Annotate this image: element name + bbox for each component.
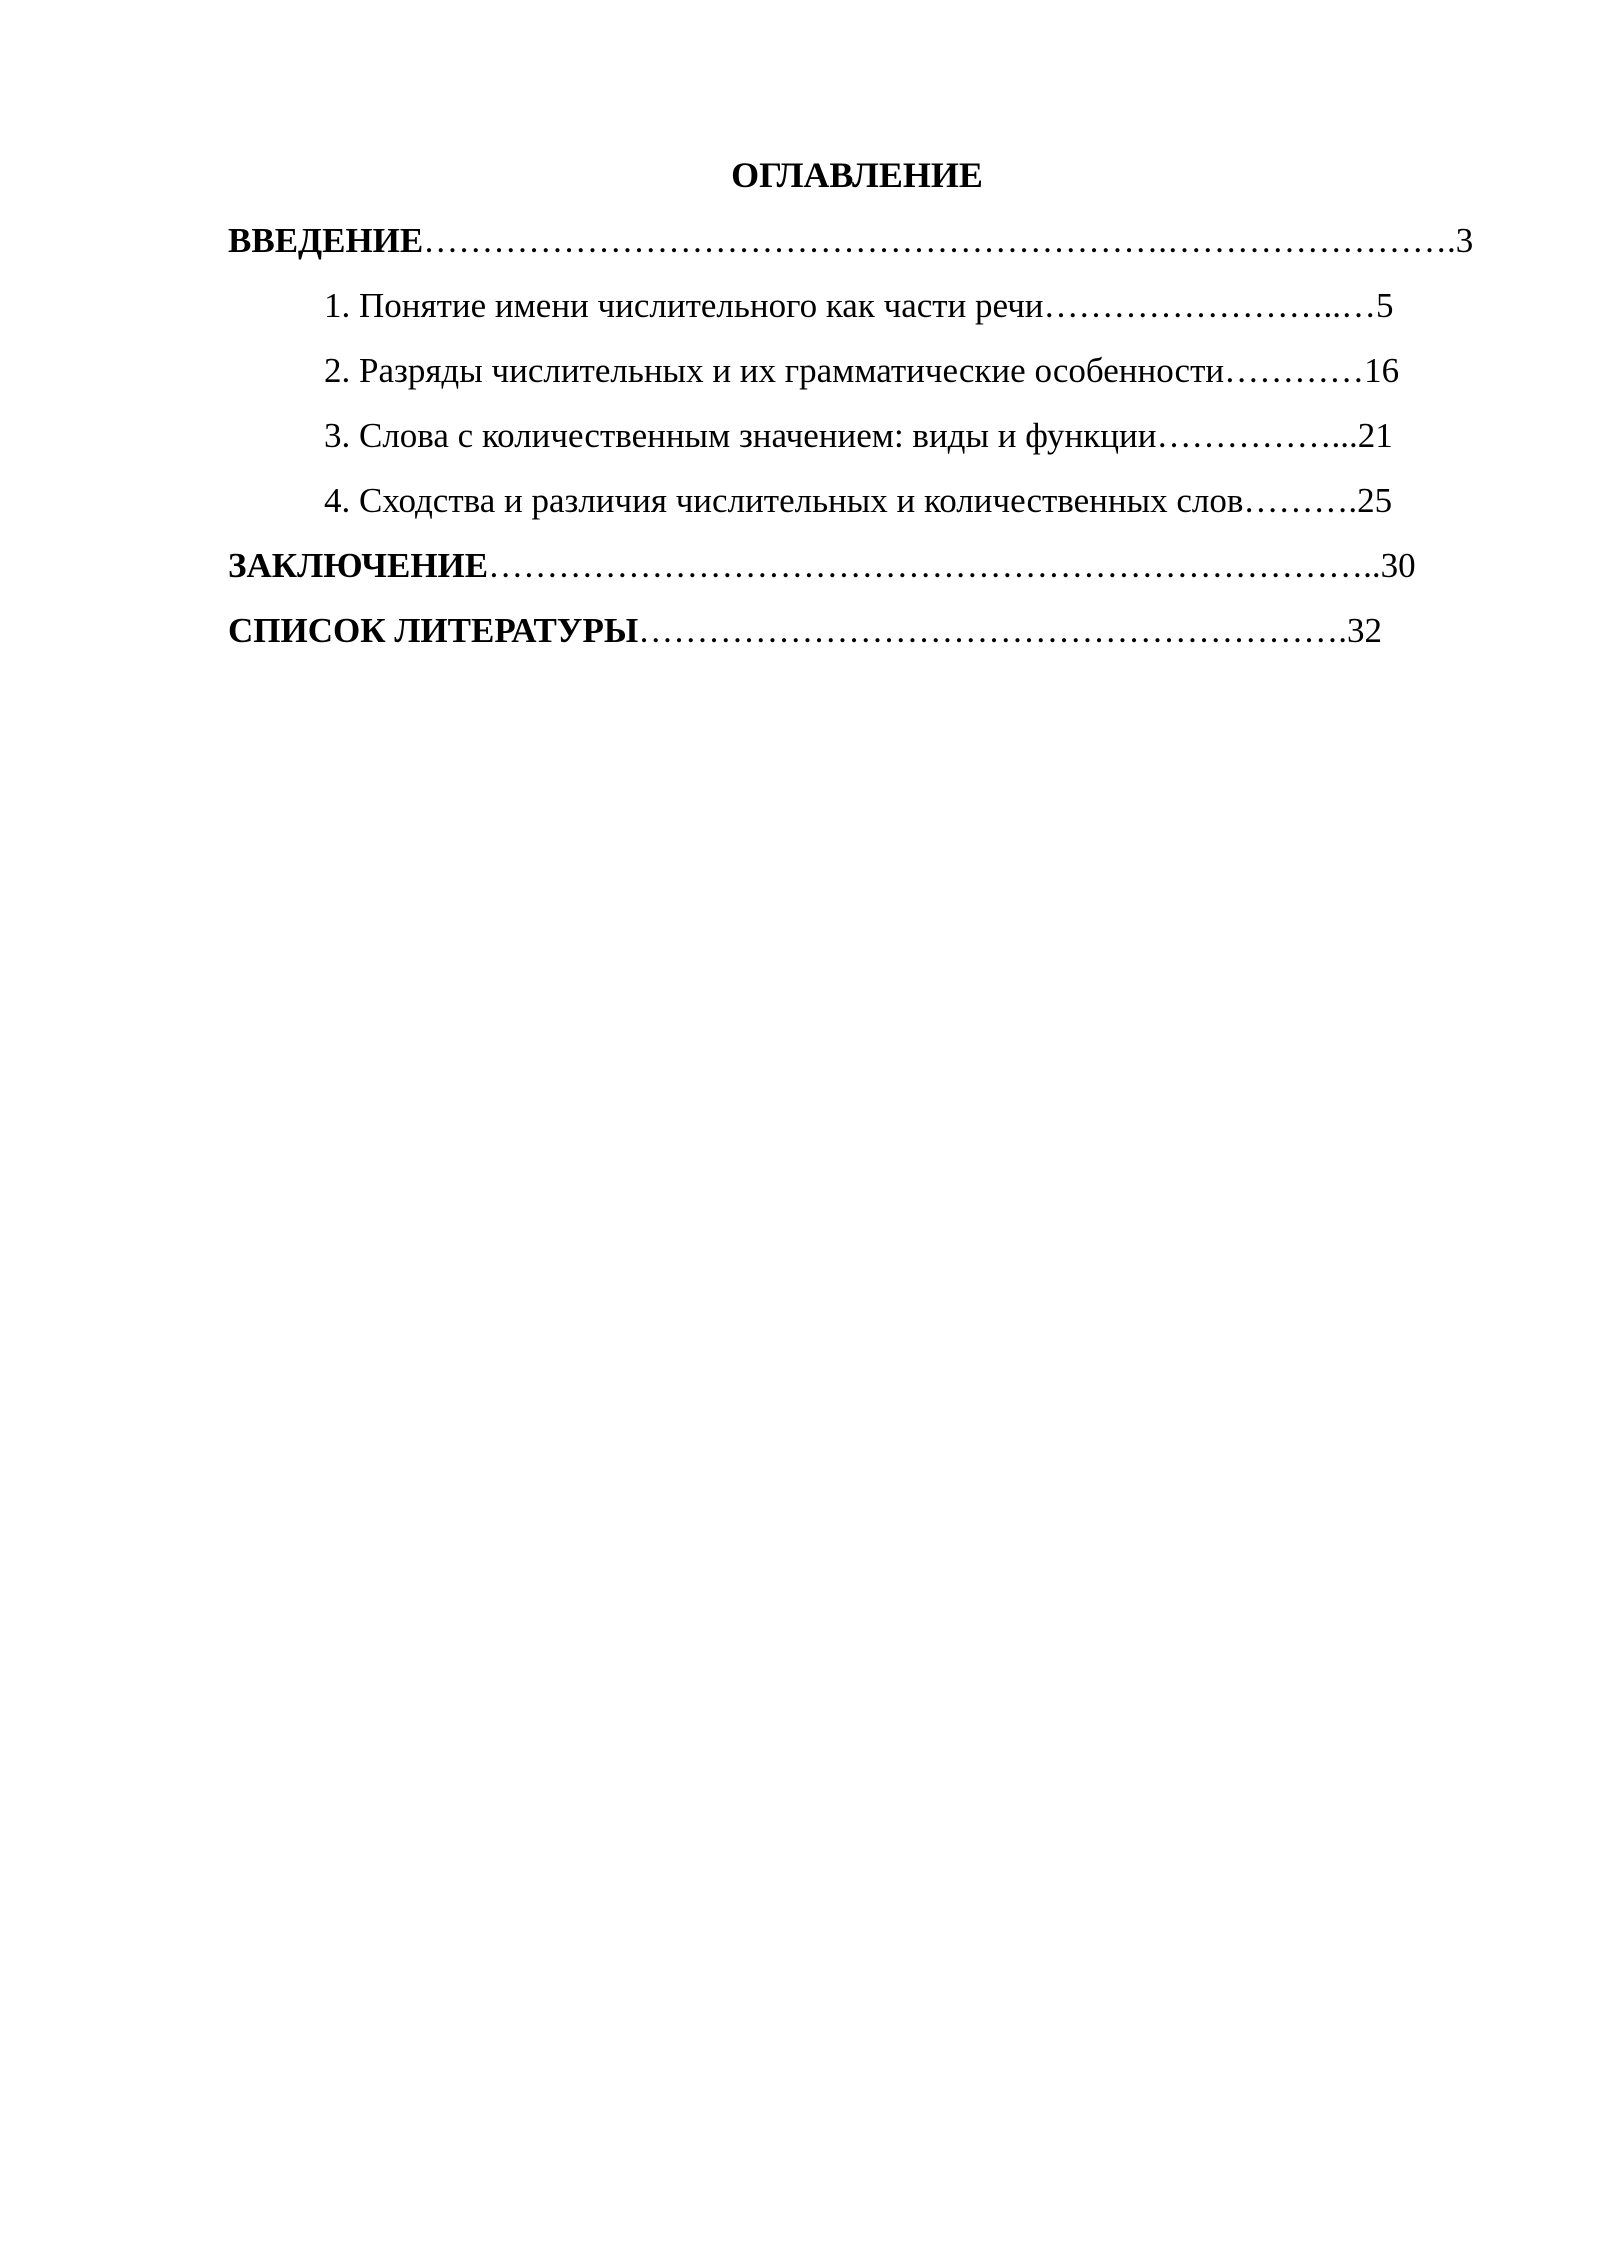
toc-entry-conclusion	[228, 543, 1416, 589]
toc-entry-leader: ……….	[1243, 481, 1358, 520]
toc-entry-leader: …………………………………………………….	[638, 611, 1347, 650]
toc-entry-leader: ……………………………………………………….…………………….	[423, 221, 1456, 260]
toc-entry-chapter-2	[324, 348, 1399, 394]
toc-entry-chapter-1	[324, 283, 1394, 329]
toc-entry-label: ЗАКЛЮЧЕНИЕ	[228, 546, 489, 585]
toc-entry-page: 5	[1376, 286, 1394, 325]
toc-entry-chapter-4	[324, 478, 1392, 524]
toc-entry-page: 32	[1346, 611, 1382, 650]
toc-entry-leader: …………………………………………………………………..	[488, 546, 1381, 585]
toc-entry-introduction	[228, 218, 1473, 264]
toc-entry-page: 21	[1357, 416, 1393, 455]
toc-entry-leader: ……………...	[1156, 416, 1358, 455]
toc-entry-label: 3. Слова с количественным значением: виды и функции	[324, 416, 1157, 455]
toc-entry-chapter-3	[324, 413, 1393, 459]
toc-entry-label: 2. Разряды числительных и их грамматические особенности	[324, 351, 1225, 390]
toc-entry-leader: ……………………..…	[1043, 286, 1377, 325]
toc-entry-page: 25	[1357, 481, 1393, 520]
toc-entry-label: 4. Сходства и различия числительных и количественных слов	[324, 481, 1244, 520]
toc-entry-label: ВВЕДЕНИЕ	[228, 221, 424, 260]
toc-entry-page: 16	[1364, 351, 1400, 390]
toc-entry-page: 3	[1455, 221, 1474, 260]
toc-entry-page: 30	[1380, 546, 1416, 585]
toc-entry-label: СПИСОК ЛИТЕРАТУРЫ	[228, 611, 639, 650]
toc-entry-references	[228, 608, 1382, 654]
toc-entry-label: 1. Понятие имени числительного как части речи	[324, 286, 1044, 325]
toc-entry-leader: …………	[1224, 351, 1365, 390]
toc-heading: ОГЛАВЛЕНИЕ	[731, 155, 983, 195]
